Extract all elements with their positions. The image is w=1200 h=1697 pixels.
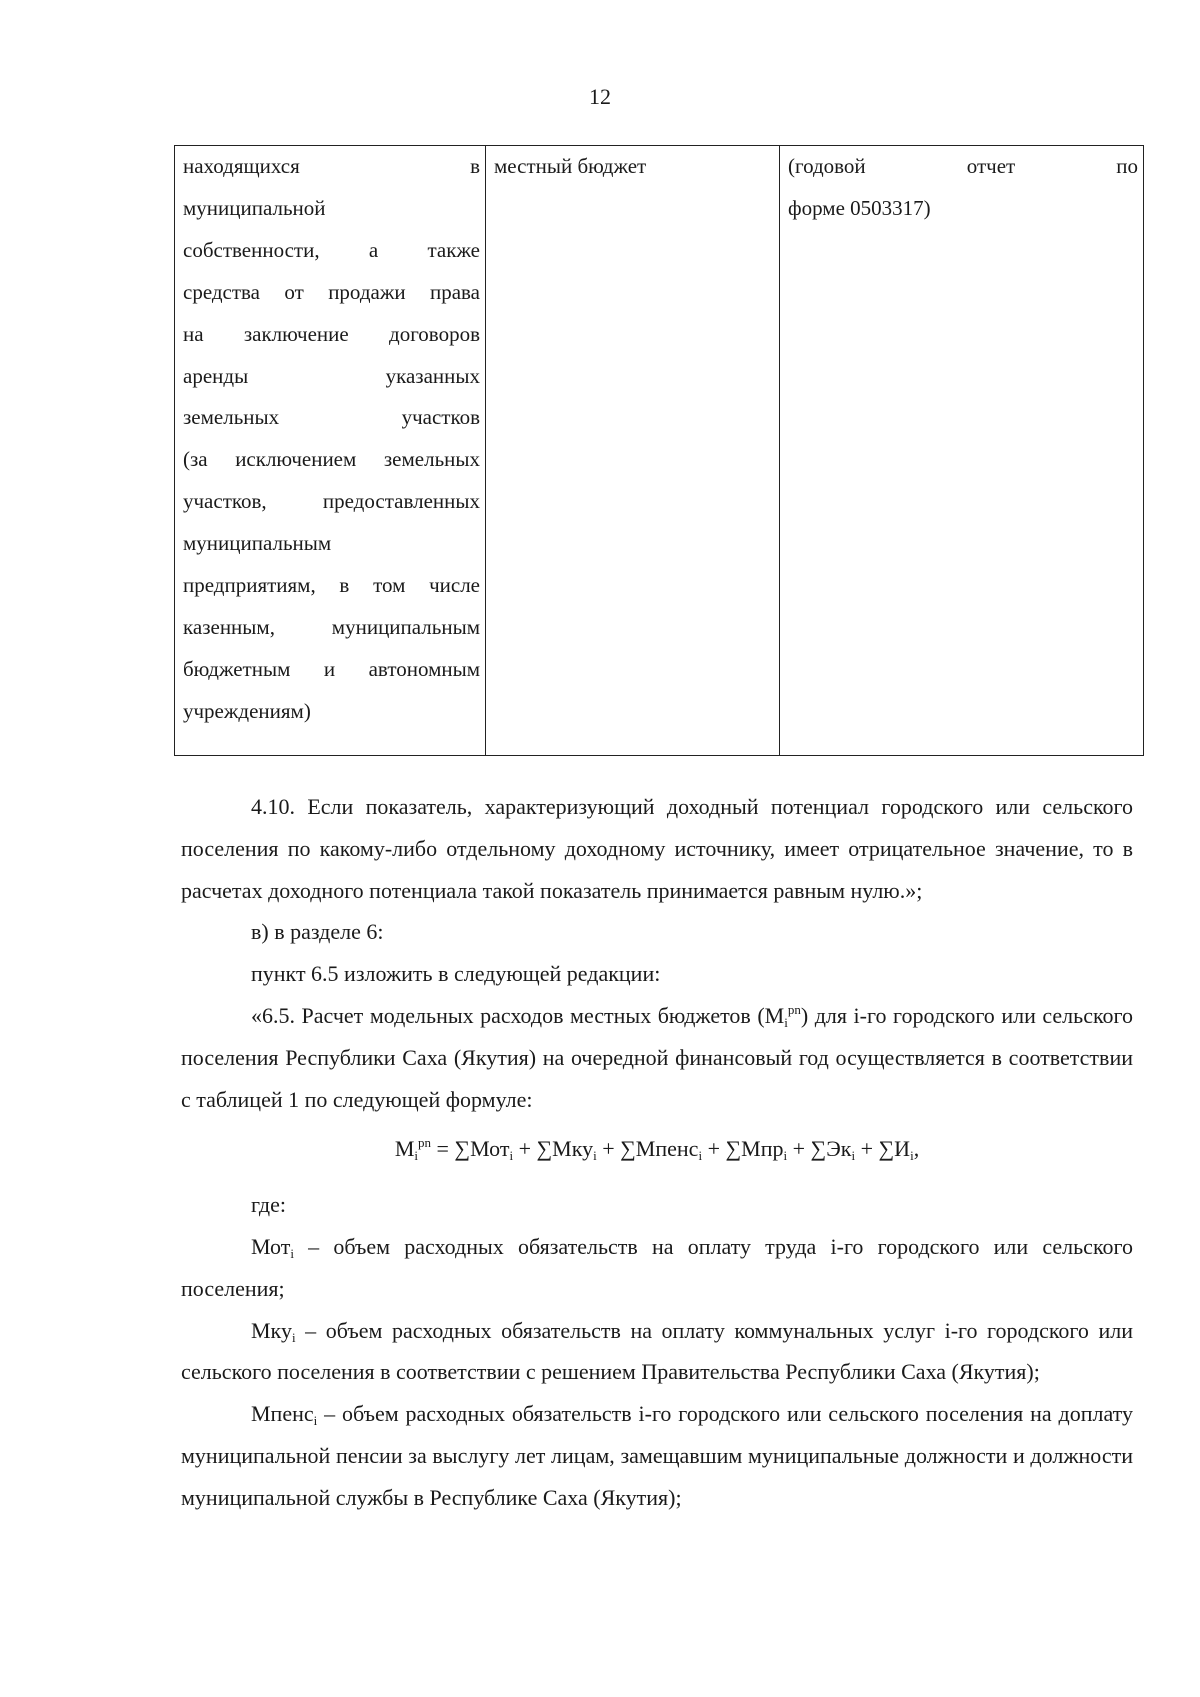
definition-mku-term: Мку (251, 1317, 292, 1343)
report-text (780, 146, 1143, 230)
formula-term-mku: + ∑Мку (513, 1136, 594, 1162)
formula-sub-i: i (593, 1148, 597, 1164)
formula-term-mpens: + ∑Мпенс (596, 1136, 699, 1162)
table-cell-line: на заключение договоров (183, 321, 480, 346)
formula-term-mot: = ∑Мот (431, 1136, 510, 1162)
table-cell-line: учреждениям) (183, 698, 311, 723)
formula-sub-i: i (509, 1148, 514, 1164)
formula-sub-i: i (698, 1148, 703, 1164)
definition-mku (181, 1310, 1133, 1394)
definition-mku-sub: i (291, 1329, 296, 1345)
table-cell-line: муниципальным (183, 531, 332, 556)
definition-mpens (181, 1393, 1133, 1518)
formula-term-ek: + ∑Эк (787, 1136, 852, 1162)
definition-mpens-sub: i (313, 1413, 318, 1429)
table-cell-budget (486, 146, 780, 756)
formula-sub-i: i (910, 1148, 914, 1164)
paragraph-4-10: 4.10. Если показатель, характеризующий доходный потенциал городского или сельского поселения по какому-либо отдельному доходному источнику, имеет отрицательное значение, то в расчетах доходного потенциала такой показатель принимается равным нулю.»; (181, 794, 1133, 903)
formula-sub-i: i (851, 1148, 856, 1164)
table-cell-line: бюджетным и автономным (183, 656, 480, 681)
definition-mot-term: Мот (251, 1233, 291, 1259)
table-cell-report (780, 146, 1144, 756)
definition-mpens-term: Мпенс (251, 1401, 314, 1427)
paragraph-6-5-start: «6.5. Расчет модельных расходов местных бюджетов (M (251, 1002, 785, 1028)
table-cell-line: муниципальной (183, 195, 326, 220)
paragraph-point-6-5: пункт 6.5 изложить в следующей редакции: (251, 961, 661, 987)
paragraph-6-5 (181, 995, 1133, 1120)
table-cell-line: казенным, муниципальным (183, 614, 480, 639)
table-cell-line: средства от продажи права (183, 279, 480, 304)
table-cell-line: аренды указанных (183, 363, 480, 388)
paragraph-where: где: (251, 1192, 286, 1218)
formula-term-i: + ∑И (855, 1136, 911, 1162)
definition-mot (181, 1226, 1133, 1310)
document-body (181, 786, 1133, 1519)
formula-tail: , (913, 1136, 920, 1162)
table-cell-line: находящихся в (183, 154, 480, 178)
formula-term-mpr: + ∑Мпр (702, 1136, 784, 1162)
table-cell-revenue-source (175, 146, 486, 756)
table-cell-line: собственности, а также (183, 237, 480, 262)
table-row (175, 146, 1144, 756)
paragraph-6-5-sub: i (784, 1014, 788, 1030)
definition-mpens-text: – объем расходных обязательств i-го городского или сельского поселения на доплату муниципальной пенсии за выслугу лет лицам, замещавшим муниципальные должности и должности муниципальной службы в Республике Саха (Якутия); (181, 1401, 1133, 1510)
table-cell-line: (за исключением земельных (183, 447, 480, 472)
formula (181, 1120, 1133, 1184)
table-cell-line: форме 0503317) (788, 195, 931, 220)
definition-mku-text: – объем расходных обязательств на оплату коммунальных услуг i-го городского или сельского поселения в соответствии с решением Правительства Республики Саха (Якутия); (181, 1317, 1133, 1385)
paragraph-section-6: в) в разделе 6: (251, 919, 384, 945)
revenue-source-text (175, 146, 485, 733)
paragraph-6-5-end: ) для i-го городского или сельского поселения Республики Саха (Якутия) на очередной финансовый год осуществляется в соответствии с таблицей 1 по следующей формуле: (181, 1002, 1134, 1112)
definition-mot-sub: i (290, 1245, 294, 1261)
formula-lhs-sub: i (414, 1148, 418, 1164)
page-number: 12 (589, 84, 611, 109)
table-cell-line: земельных участков (183, 405, 480, 430)
formula-lhs: M (394, 1136, 415, 1162)
table-cell-line: (годовой отчет по (788, 154, 1138, 178)
formula-sub-i: i (783, 1148, 788, 1164)
table-cell-line: предприятиям, в том числе (183, 573, 480, 598)
formula-lhs-sup: pn (418, 1135, 431, 1151)
budget-text: местный бюджет (494, 154, 647, 178)
table-cell-line: участков, предоставленных (183, 489, 480, 514)
paragraph-6-5-sup: pn (787, 1001, 801, 1017)
continuation-table (174, 145, 1144, 756)
definition-mot-text: – объем расходных обязательств на оплату труда i-го городского или сельского поселения; (181, 1233, 1133, 1301)
